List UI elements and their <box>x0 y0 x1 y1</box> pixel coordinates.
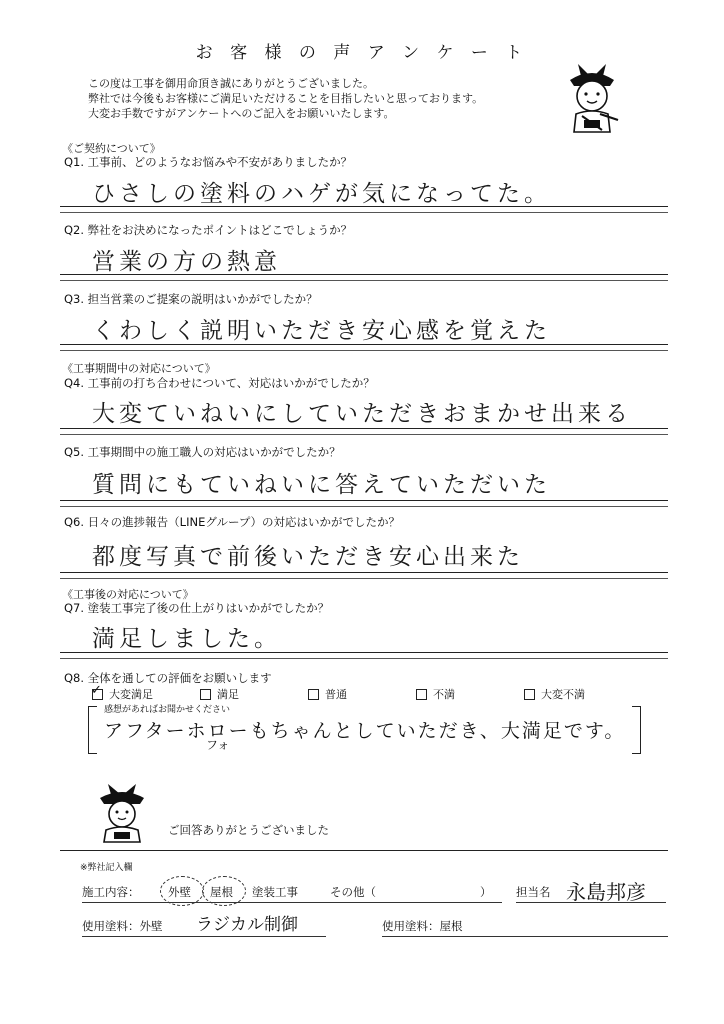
option-dissatisfied[interactable]: 不満 <box>416 686 455 702</box>
comment-furigana: フォ <box>206 738 230 752</box>
thanks-message: ご回答ありがとうございました <box>168 823 329 837</box>
answer-5: 質問にもていねいに答えていただいた <box>92 472 551 498</box>
option-satisfied[interactable]: 満足 <box>200 686 239 702</box>
answer-1: ひさしの塗料のハゲが気になってた。 <box>92 181 551 207</box>
option-very-satisfied[interactable]: ✓ 大変満足 <box>91 682 153 701</box>
paint-wall-label: 使用塗料：外壁 <box>82 919 163 933</box>
answer-4: 大変ていねいにしていただきおまかせ出来る <box>92 401 632 427</box>
paint-wall-value[interactable]: ラジカル制御 <box>196 915 298 935</box>
section-after: 《工事後の対応について》 <box>62 588 194 601</box>
answer-2: 営業の方の熱意 <box>92 249 281 275</box>
option-neutral[interactable]: 普通 <box>308 686 347 702</box>
section-contract: 《ご契約について》 <box>62 142 161 155</box>
question-6: Q6. 日々の進捗報告（LINEグループ）の対応はいかがでしたか？ <box>64 515 401 529</box>
question-5: Q5. 工事期間中の施工職人の対応はいかがでしたか？ <box>64 445 341 459</box>
check-mark-icon: ✓ <box>91 682 102 698</box>
office-use-label: ※弊社記入欄 <box>80 863 133 873</box>
work-item-roof[interactable]: 屋根 <box>210 885 233 899</box>
answer-3: くわしく説明いただき安心感を覚えた <box>92 318 551 344</box>
work-item-other-close: ） <box>480 885 492 899</box>
work-item-other[interactable]: その他（ <box>330 885 376 899</box>
checkbox-satisfied[interactable] <box>200 689 211 700</box>
comment-hint: 感想があればお聞かせください <box>104 705 231 715</box>
option-very-dissatisfied[interactable]: 大変不満 <box>524 686 585 702</box>
comment-bracket-left <box>88 706 97 754</box>
page-title: お 客 様 の 声 ア ン ケ ー ト <box>195 43 529 63</box>
staff-value[interactable]: 永島邦彦 <box>566 880 646 904</box>
question-8: Q8. 全体を通しての評価をお願いします <box>64 671 272 685</box>
question-7: Q7. 塗装工事完了後の仕上がりはいかがでしたか？ <box>64 601 330 615</box>
checkbox-very-satisfied[interactable] <box>91 682 103 700</box>
work-item-painting[interactable]: 塗装工事 <box>252 885 298 899</box>
answer-6: 都度写真で前後いただき安心出来た <box>92 544 524 570</box>
samurai-mascot-icon <box>560 58 624 138</box>
work-item-wall[interactable]: 外壁 <box>168 885 191 899</box>
section-during: 《工事期間中の対応について》 <box>62 362 216 375</box>
checkbox-neutral[interactable] <box>308 689 319 700</box>
paint-roof-label: 使用塗料：屋根 <box>382 919 463 933</box>
work-label: 施工内容： <box>82 885 140 899</box>
checkbox-very-dissatisfied[interactable] <box>524 689 535 700</box>
question-3: Q3. 担当営業のご提案の説明はいかがでしたか？ <box>64 292 318 306</box>
samurai-mascot-icon <box>94 780 150 846</box>
comment-bracket-right <box>632 706 641 754</box>
answer-7: 満足しました。 <box>92 626 281 652</box>
intro-text: この度は工事を御用命頂き誠にありがとうございました。 弊社では今後もお客様にご満足いただけることを目指したいと思っております。 大変お手数ですがアンケートへのご記入をお願いいたします。 <box>88 77 484 120</box>
checkbox-dissatisfied[interactable] <box>416 689 427 700</box>
staff-label: 担当名 <box>516 885 551 899</box>
question-4: Q4. 工事前の打ち合わせについて、対応はいかがでしたか？ <box>64 376 375 390</box>
question-1: Q1. 工事前、どのようなお悩みや不安がありましたか？ <box>64 155 353 169</box>
question-2: Q2. 弊社をお決めになったポイントはどこでしょうか？ <box>64 223 353 237</box>
comment-text[interactable]: アフターホローもちゃんとしていただき、大満足です。 <box>104 720 626 742</box>
